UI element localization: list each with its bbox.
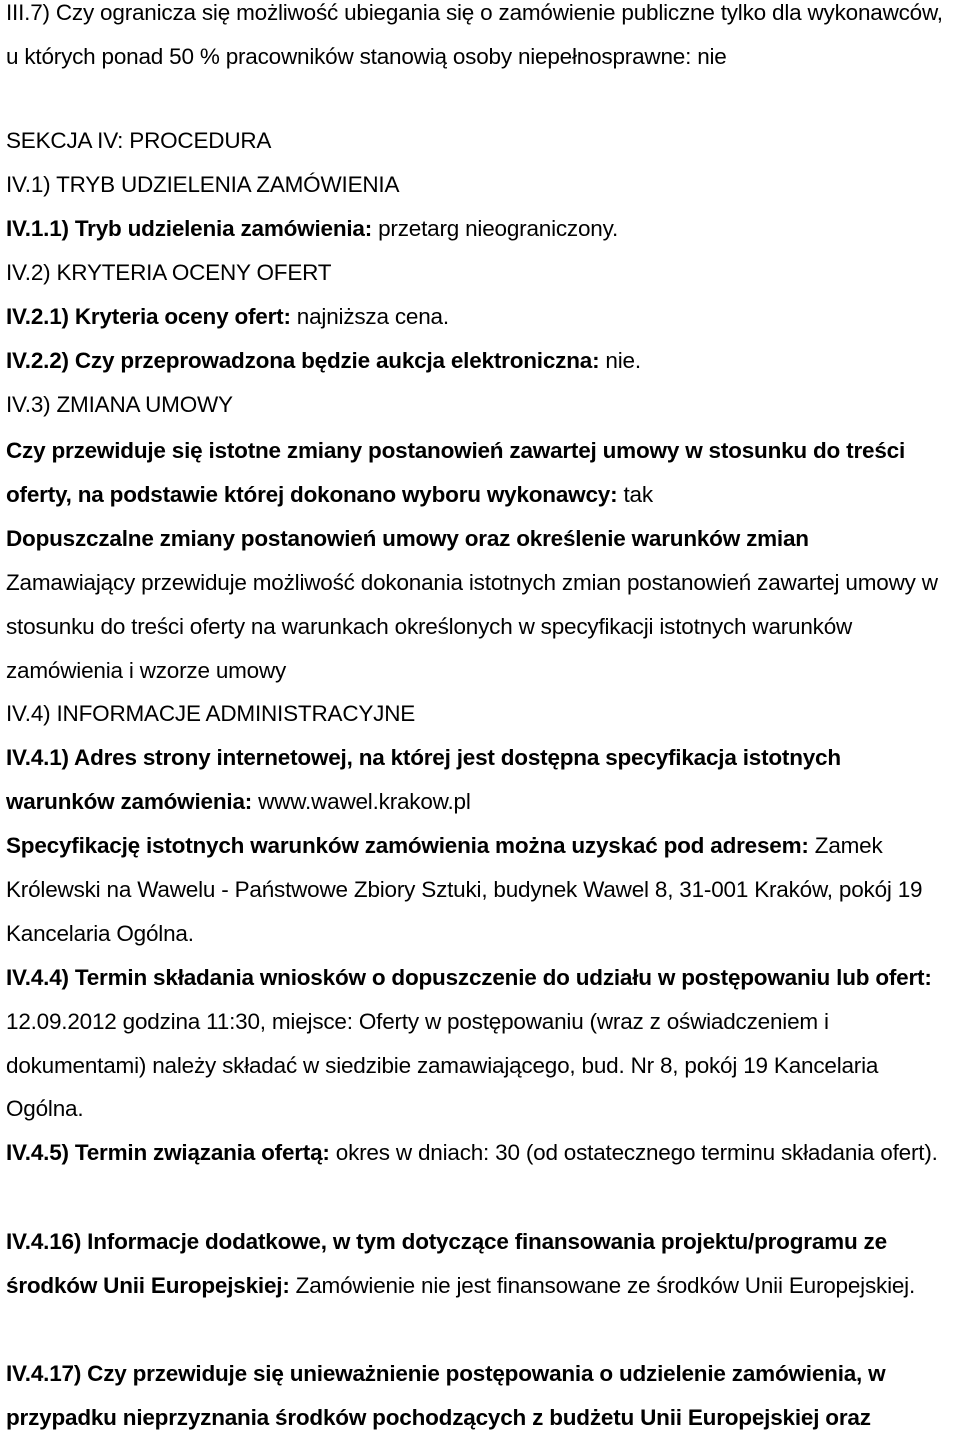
iv45-line	[6, 1131, 948, 1175]
iv416-label: IV.4.16) Informacje dodatkowe, w tym dotyczące finansowania projektu/programu ze środków Unii Europejskiej:	[6, 1229, 887, 1298]
iv44-value: 12.09.2012 godzina 11:30, miejsce: Oferty w postępowaniu (wraz z oświadczeniem i dokumentami) należy składać w siedzibie zamawiającego, bud. Nr 8, pokój 19 Kancelaria Ogólna.	[6, 1008, 879, 1122]
siwz-label: Specyfikację istotnych warunków zamówienia można uzyskać pod adresem:	[6, 833, 809, 858]
iv2-heading: IV.2) KRYTERIA OCENY OFERT	[6, 260, 332, 285]
iv1-heading: IV.1) TRYB UDZIELENIA ZAMÓWIENIA	[6, 172, 400, 197]
iv45-label: IV.4.5) Termin związania ofertą:	[6, 1140, 330, 1165]
iv3-question-label: Czy przewiduje się istotne zmiany postanowień zawartej umowy w stosunku do treści oferty, na podstawie której dokonano wyboru wykonawcy:	[6, 438, 905, 507]
section-iv-title: SEKCJA IV: PROCEDURA	[6, 128, 272, 153]
iv22-label: IV.2.2) Czy przeprowadzona będzie aukcja elektroniczna:	[6, 348, 600, 373]
iv416-line	[6, 1220, 948, 1308]
iv44-label: IV.4.4) Termin składania wniosków o dopuszczenie do udziału w postępowaniu lub ofert:	[6, 965, 932, 990]
iv45-value: okres w dniach: 30 (od ostatecznego terminu składania ofert).	[335, 1140, 938, 1165]
iii7-label: III.7) Czy ogranicza się możliwość ubiegania się o zamówienie publiczne tylko dla wykonawców, u których ponad 50 % pracowników stanowią osoby niepełnosprawne:	[6, 0, 943, 69]
iii7-value: nie	[697, 43, 727, 69]
iv21-value: najniższa cena.	[296, 304, 449, 329]
iv3-question-value: tak	[623, 481, 653, 507]
iv44-line	[6, 956, 948, 1131]
iv3-subheading-label: Dopuszczalne zmiany postanowień umowy oraz określenie warunków zmian	[6, 526, 809, 551]
iv41-label: IV.4.1) Adres strony internetowej, na której jest dostępna specyfikacja istotnych warunków zamówienia:	[6, 745, 841, 814]
iv21-label: IV.2.1) Kryteria oceny ofert:	[6, 304, 291, 329]
section-iii7	[6, 0, 948, 78]
iv11-value: przetarg nieograniczony.	[378, 216, 619, 241]
iv22-value: nie.	[605, 348, 641, 373]
iv22-line	[6, 339, 948, 383]
iv3-question	[6, 429, 948, 517]
iv21-line	[6, 295, 948, 339]
iv3-heading: IV.3) ZMIANA UMOWY	[6, 392, 233, 417]
iv41-url: www.wawel.krakow.pl	[258, 788, 471, 814]
siwz-value: Zamek Królewski na Wawelu - Państwowe Zbiory Sztuki, budynek Wawel 8, 31-001 Kraków, pokój 19 Kancelaria Ogólna.	[6, 833, 923, 946]
iv3-body-text: Zamawiający przewiduje możliwość dokonania istotnych zmian postanowień zawartej umowy w stosunku do treści oferty na warunkach określonych w specyfikacji istotnych warunków zamówienia i wzorze umowy	[6, 570, 938, 683]
siwz-line	[6, 824, 948, 955]
iv416-value: Zamówienie nie jest finansowane ze środków Unii Europejskiej.	[295, 1272, 916, 1298]
iv11-label: IV.1.1) Tryb udzielenia zamówienia:	[6, 216, 373, 241]
iv11-line	[6, 207, 948, 251]
iv41-line	[6, 736, 948, 824]
iv417-label: IV.4.17) Czy przewiduje się unieważnienie postępowania o udzielenie zamówienia, w przypadku nieprzyznania środków pochodzących z budżetu Unii Europejskiej oraz	[6, 1361, 886, 1430]
iv3-subheading	[6, 517, 948, 561]
iv4-heading: IV.4) INFORMACJE ADMINISTRACYJNE	[6, 701, 416, 726]
iv417-line	[6, 1352, 948, 1440]
